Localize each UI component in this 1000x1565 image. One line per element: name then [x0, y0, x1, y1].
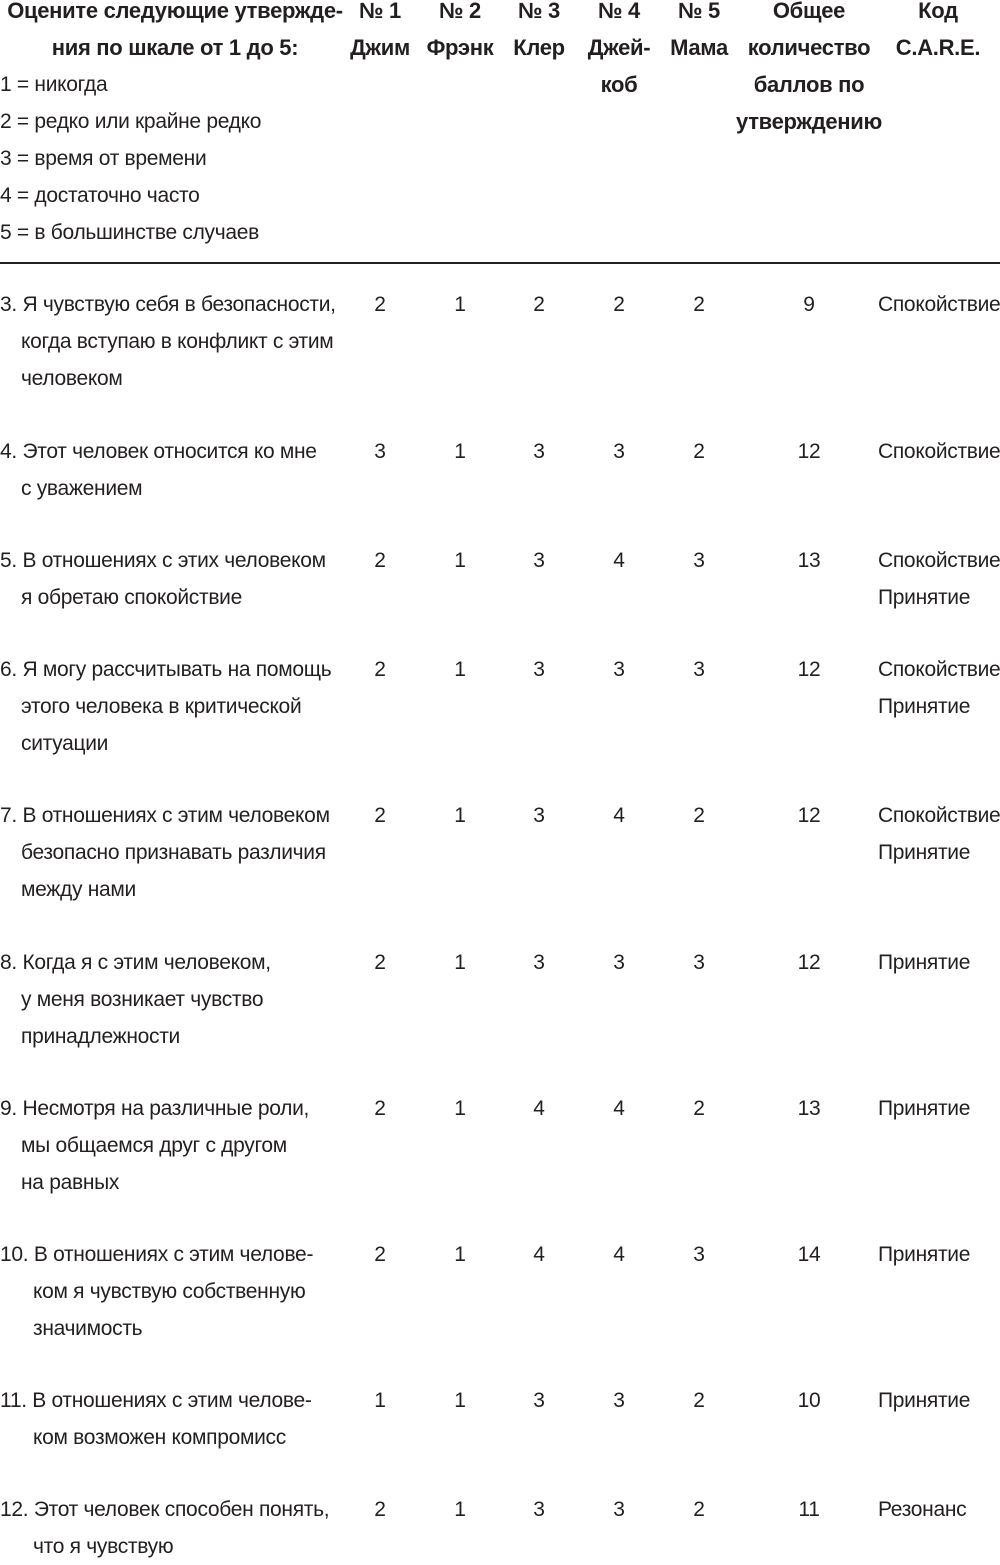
statement-line: 5. В отношениях с этих человеком — [0, 549, 326, 572]
score-total: 12 — [797, 951, 821, 974]
score-mom: 3 — [693, 951, 705, 974]
score-jim: 2 — [374, 658, 386, 681]
score-claire: 4 — [533, 1097, 545, 1120]
header-col-name: Джим — [350, 35, 410, 60]
score-frank: 1 — [454, 804, 466, 827]
statement-line: безопасно признавать различия — [21, 841, 326, 864]
care-code — [878, 797, 1000, 871]
score-total: 13 — [797, 1097, 821, 1120]
scale-legend — [0, 66, 261, 251]
statement-line: я обретаю спокойствие — [21, 586, 242, 609]
scale-item: 2 = редко или крайне редко — [0, 110, 262, 133]
statement-text — [0, 1236, 350, 1347]
score-mom: 2 — [693, 1498, 705, 1521]
score-claire: 3 — [533, 1389, 545, 1412]
care-code — [878, 1382, 1000, 1419]
score-mom: 3 — [693, 658, 705, 681]
header-col-number: № 1 — [359, 0, 401, 23]
statement-text — [0, 433, 350, 507]
header-statement-line: Оцените следующие утвержде- — [7, 0, 343, 23]
score-claire: 3 — [533, 1498, 545, 1521]
scale-item: 3 = время от времени — [0, 147, 207, 170]
score-frank: 1 — [454, 549, 466, 572]
score-total: 11 — [798, 1498, 820, 1521]
statement-line: 8. Когда я с этим человеком, — [0, 951, 271, 974]
score-total: 10 — [797, 1389, 821, 1412]
score-mom: 2 — [693, 1097, 705, 1120]
statement-text — [0, 1382, 350, 1456]
care-code-item: Спокойствие — [878, 549, 1000, 572]
score-mom: 2 — [693, 440, 705, 463]
statement-line: этого человека в критической — [21, 695, 302, 718]
statement-line: 3. Я чувствую себя в безопасности, — [0, 293, 336, 316]
header-col-number: № 5 — [678, 0, 720, 23]
statement-line: мы общаемся друг с другом — [21, 1134, 287, 1157]
score-frank: 1 — [454, 951, 466, 974]
care-code-item: Спокойствие — [878, 293, 1000, 316]
score-frank: 1 — [454, 440, 466, 463]
score-jim: 2 — [374, 293, 386, 316]
score-jacob: 3 — [613, 951, 625, 974]
header-col-frank — [420, 0, 500, 66]
score-claire: 3 — [533, 951, 545, 974]
score-frank: 1 — [454, 293, 466, 316]
header-col-name: Фрэнк — [426, 35, 494, 60]
score-claire: 3 — [533, 658, 545, 681]
care-code-item: Принятие — [878, 586, 971, 609]
score-mom: 3 — [693, 549, 705, 572]
care-code-item: Принятие — [878, 951, 971, 974]
header-col-number: № 4 — [598, 0, 640, 23]
care-code-item: Спокойствие — [878, 804, 1000, 827]
score-jim: 1 — [374, 1389, 386, 1412]
statement-line: 4. Этот человек относится ко мне — [0, 440, 317, 463]
score-frank: 1 — [454, 1097, 466, 1120]
statement-line: 9. Несмотря на различные роли, — [0, 1097, 310, 1120]
score-total: 14 — [797, 1243, 821, 1266]
care-code — [878, 651, 1000, 725]
care-code — [878, 542, 1000, 616]
score-jacob: 3 — [613, 1389, 625, 1412]
score-jacob: 4 — [613, 1097, 625, 1120]
care-code — [878, 1236, 1000, 1273]
score-frank: 1 — [454, 1389, 466, 1412]
header-code-line: Код — [918, 0, 958, 23]
header-total-line: баллов по — [753, 72, 865, 97]
header-col-name: коб — [600, 72, 638, 97]
statement-line: когда вступаю в конфликт с этим — [21, 330, 334, 353]
score-jacob: 3 — [613, 440, 625, 463]
statement-text — [0, 542, 350, 616]
statement-line: 10. В отношениях с этим челове- — [0, 1243, 314, 1266]
care-code-item: Спокойствие — [878, 440, 1000, 463]
care-code-item: Резонанс — [878, 1498, 967, 1521]
statement-line: 6. Я могу рассчитывать на помощь — [0, 658, 332, 681]
header-col-name: Мама — [670, 35, 728, 60]
score-claire: 2 — [533, 293, 545, 316]
statement-line: между нами — [21, 878, 136, 901]
statement-text — [0, 944, 350, 1055]
header-total-line: количество — [747, 35, 871, 60]
score-jacob: 2 — [613, 293, 625, 316]
score-total: 12 — [797, 804, 821, 827]
score-total: 9 — [803, 293, 815, 316]
care-code — [878, 944, 1000, 981]
statement-line: 12. Этот человек способен понять, — [0, 1498, 330, 1521]
care-code-item: Принятие — [878, 1389, 971, 1412]
score-jim: 3 — [374, 440, 386, 463]
care-code — [878, 433, 1000, 470]
score-frank: 1 — [454, 658, 466, 681]
statement-text — [0, 651, 350, 762]
statement-line: что я чувствую — [33, 1535, 174, 1558]
score-frank: 1 — [454, 1498, 466, 1521]
score-claire: 3 — [533, 440, 545, 463]
score-total: 12 — [797, 658, 821, 681]
header-col-total — [729, 0, 889, 140]
score-jacob: 3 — [613, 658, 625, 681]
header-divider — [0, 262, 1000, 264]
score-mom: 3 — [693, 1243, 705, 1266]
header-col-jim — [340, 0, 420, 66]
score-jim: 2 — [374, 1243, 386, 1266]
care-code-item: Принятие — [878, 1243, 971, 1266]
care-code — [878, 286, 1000, 323]
score-total: 12 — [797, 440, 821, 463]
scale-item: 1 = никогда — [0, 73, 108, 96]
score-total: 13 — [797, 549, 821, 572]
statement-line: на равных — [21, 1171, 120, 1194]
score-jim: 2 — [374, 549, 386, 572]
score-jacob: 4 — [613, 549, 625, 572]
header-code-line: C.A.R.E. — [895, 35, 981, 60]
statement-line: с уважением — [21, 477, 143, 500]
statement-line: 7. В отношениях с этим человеком — [0, 804, 330, 827]
statement-text — [0, 1491, 350, 1565]
score-jacob: 3 — [613, 1498, 625, 1521]
scale-item: 4 = достаточно часто — [0, 184, 200, 207]
statement-line: ситуации — [21, 732, 109, 755]
care-code-item: Принятие — [878, 1097, 971, 1120]
header-col-number: № 3 — [518, 0, 560, 23]
score-mom: 2 — [693, 293, 705, 316]
care-code — [878, 1491, 1000, 1528]
care-code-item: Принятие — [878, 841, 971, 864]
statement-line: ком возможен компромисс — [33, 1426, 286, 1449]
score-jacob: 4 — [613, 804, 625, 827]
scale-item: 5 = в большинстве случаев — [0, 221, 259, 244]
header-statement-line: ния по шкале от 1 до 5: — [51, 35, 299, 60]
score-claire: 4 — [533, 1243, 545, 1266]
score-jim: 2 — [374, 951, 386, 974]
header-col-name: Джей- — [587, 35, 651, 60]
header-col-mom — [659, 0, 739, 66]
score-mom: 2 — [693, 1389, 705, 1412]
header-col-code — [888, 0, 988, 66]
care-code-item: Спокойствие — [878, 658, 1000, 681]
score-jacob: 4 — [613, 1243, 625, 1266]
statement-line: человеком — [21, 367, 123, 390]
statement-line: значимость — [33, 1317, 143, 1340]
header-total-line: Общее — [772, 0, 846, 23]
header-statement — [0, 0, 350, 66]
care-code — [878, 1090, 1000, 1127]
score-frank: 1 — [454, 1243, 466, 1266]
statement-line: принадлежности — [21, 1025, 180, 1048]
statement-text — [0, 1090, 350, 1201]
header-col-name: Клер — [513, 35, 565, 60]
header-total-line: утверждению — [736, 109, 882, 134]
header-col-number: № 2 — [439, 0, 481, 23]
statement-text — [0, 797, 350, 908]
statement-text — [0, 286, 350, 397]
statement-line: у меня возникает чувство — [21, 988, 264, 1011]
score-claire: 3 — [533, 804, 545, 827]
header-col-claire — [499, 0, 579, 66]
score-jim: 2 — [374, 1097, 386, 1120]
score-jim: 2 — [374, 804, 386, 827]
score-claire: 3 — [533, 549, 545, 572]
score-jim: 2 — [374, 1498, 386, 1521]
header-col-jacob — [579, 0, 659, 103]
statement-line: ком я чувствую собственную — [33, 1280, 306, 1303]
statement-line: 11. В отношениях с этим челове- — [0, 1389, 312, 1412]
care-code-item: Принятие — [878, 695, 971, 718]
score-mom: 2 — [693, 804, 705, 827]
